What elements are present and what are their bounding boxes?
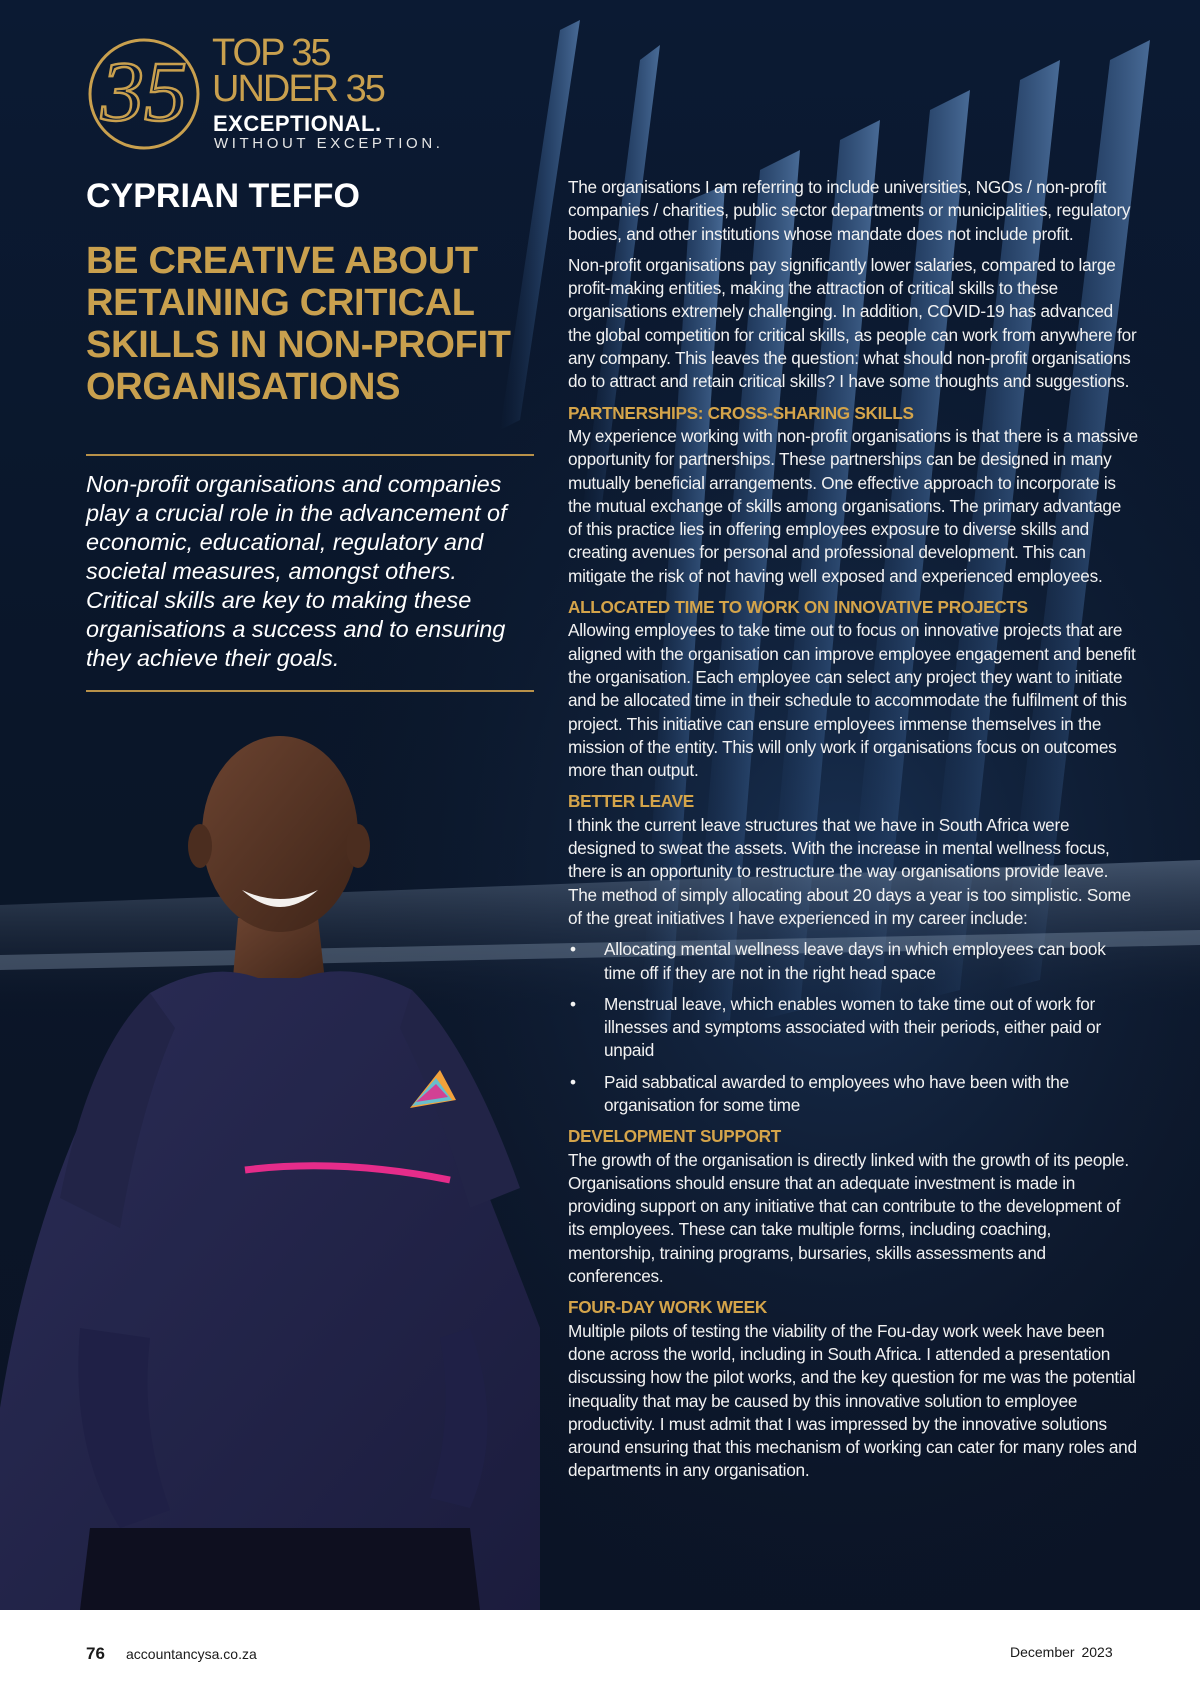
section-heading-four-day-work-week: FOUR-DAY WORK WEEK	[568, 1297, 767, 1318]
author-name: CYPRIAN TEFFO	[86, 177, 360, 215]
page-footer	[0, 1610, 1200, 1696]
article-paragraph: I think the current leave structures that we have in South Africa were designed to sweat the assets. With the increase in mental wellness focus, there is an opportunity to restructure the way organisations provide leave. The method of simply allocating about 20 days a year is too simplistic. Some of the great initiatives I have experienced in my career include:	[568, 814, 1131, 928]
section-heading-development-support: DEVELOPMENT SUPPORT	[568, 1126, 781, 1147]
list-item	[568, 993, 1138, 1063]
article-paragraph: The growth of the organisation is directly linked with the growth of its people. Organisations should ensure that an adequate investment is made in providing support on any initiative that can contribute to the development of its employees. These can take multiple forms, including coaching, mentorship, training programs, bursaries, skills assessments and conferences.	[568, 1149, 1129, 1287]
leave-initiatives-list	[568, 938, 1138, 1117]
list-item-text: Paid sabbatical awarded to employees who have been with the organisation for some time	[604, 1071, 1069, 1115]
list-item-text: Allocating mental wellness leave days in which employees can book time off if they are not in the right head space	[604, 939, 1106, 983]
bullet-icon: •	[570, 939, 576, 960]
logo-line-1: TOP 35	[212, 32, 330, 74]
top35-logo	[86, 30, 506, 155]
section-heading-partnerships: PARTNERSHIPS: CROSS-SHARING SKILLS	[568, 402, 914, 423]
article-headline: BE CREATIVE ABOUT RETAINING CRITICAL SKILLS IN NON-PROFIT ORGANISATIONS	[86, 240, 511, 408]
logo-tagline-1: EXCEPTIONAL.	[213, 111, 382, 136]
article-paragraph: Non-profit organisations pay significantly lower salaries, compared to large profit-making entities, making the attraction of critical skills to these organisations extremely challenging. In addition, COVID-19 has advanced the global competition for critical skills, as people can work from anywhere for any company. This leaves the question: what should non-profit organisations do to attract and retain critical skills? I have some thoughts and suggestions.	[568, 254, 1137, 392]
list-item-text: Menstrual leave, which enables women to take time out of work for illnesses and symptoms associated with their periods, either paid or unpaid	[604, 993, 1101, 1061]
article-paragraph: Allowing employees to take time out to focus on innovative projects that are aligned with the organisation can improve employee engagement and benefit the organisation. Each employee can select any project they want to initiate and be allocated time in their schedule to accommodate the fulfilment of this project. This initiative can ensure employees immense themselves in the mission of the entity. This will only work if organisations focus on outcomes more than output.	[568, 620, 1136, 781]
list-item	[568, 1071, 1138, 1118]
logo-tagline-2: WITHOUT EXCEPTION.	[214, 135, 444, 152]
section-heading-innovative-projects: ALLOCATED TIME TO WORK ON INNOVATIVE PROJECTS	[568, 597, 1028, 618]
logo-number: 35	[101, 43, 187, 139]
article-paragraph: The organisations I am referring to include universities, NGOs / non-profit companies / charities, public sector departments or municipalities, regulatory bodies, and other institutions whose mandate does not include profit.	[568, 177, 1131, 244]
author-portrait	[0, 728, 560, 1610]
issue-date: December 2023	[1010, 1644, 1113, 1660]
logo-line-2: UNDER 35	[212, 68, 384, 110]
website-url: accountancysa.co.za	[126, 1646, 257, 1662]
divider-top	[86, 454, 534, 456]
section-heading-better-leave: BETTER LEAVE	[568, 791, 694, 812]
article-paragraph: Multiple pilots of testing the viability of the Fou-day work week have been done across the world, including in South Africa. I attended a presentation discussing how the pilot works, and the key question for me was the potential inequality that may be caused by this innovative solution to employee productivity. I must admit that I was impressed by the innovative solutions around ensuring that this mechanism of working can cater for many roles and departments in any organisation.	[568, 1320, 1137, 1481]
logo-35-emblem	[86, 36, 202, 152]
page-number: 76	[86, 1644, 105, 1663]
intro-paragraph: Non-profit organisations and companies play a crucial role in the advancement of economic, educational, regulatory and societal measures, amongst others. Critical skills are key to making these organisations a success and to ensuring they achieve their goals.	[86, 471, 507, 671]
divider-bottom	[86, 690, 534, 692]
bullet-icon: •	[570, 993, 576, 1014]
article-body	[568, 176, 1138, 1491]
bullet-icon: •	[570, 1071, 576, 1092]
article-paragraph: My experience working with non-profit organisations is that there is a massive opportunity for partnerships. These partnerships can be designed in many mutually beneficial arrangements. One effective approach to incorporate is the mutual exchange of skills among organisations. The primary advantage of this practice lies in offering employees exposure to diverse skills and creating avenues for personal and professional development. This can mitigate the risk of not having well exposed and experienced employees.	[568, 425, 1138, 586]
list-item	[568, 938, 1138, 985]
